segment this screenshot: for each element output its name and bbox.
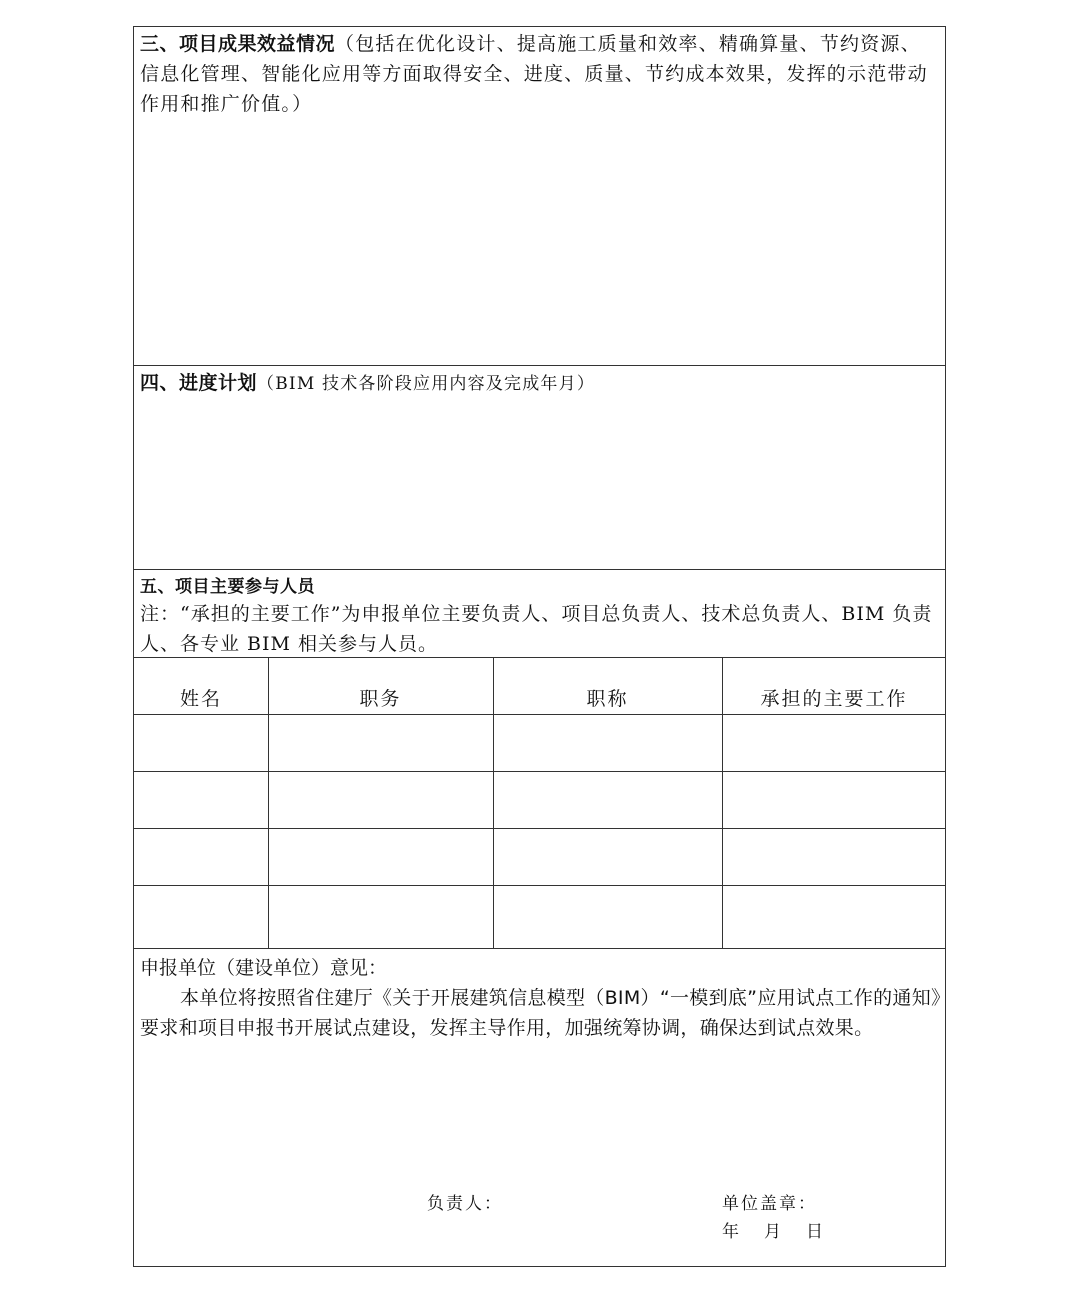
section-4-title: 四、进度计划 (140, 372, 258, 394)
table-row (134, 829, 945, 886)
column-divider (722, 658, 723, 948)
table-row (134, 715, 945, 772)
opinion-body: 本单位将按照省住建厅《关于开展建筑信息模型（BIM）“一模到底”应用试点工作的通知》要求和项目申报书开展试点建设，发挥主导作用，加强统筹协调，确保达到试点效果。 (140, 987, 941, 1039)
table-row (134, 772, 945, 829)
section-3-title: 三、项目成果效益情况 (140, 33, 336, 55)
section-project-benefits (134, 27, 945, 366)
table-header-row (134, 658, 945, 715)
section-5-note: 注：“承担的主要工作”为申报单位主要负责人、项目总负责人、技术总负责人、BIM 负责人、各专业 BIM 相关参与人员。 (140, 603, 933, 655)
section-5-title: 五、项目主要参与人员 (140, 577, 315, 597)
header-name: 姓名 (179, 688, 222, 710)
section-4-description: （BIM 技术各阶段应用内容及完成年月） (257, 374, 596, 394)
header-main-work: 承担的主要工作 (760, 688, 908, 710)
header-position: 职务 (359, 688, 402, 710)
application-form (133, 26, 946, 1267)
section-4-text (140, 368, 941, 399)
section-3-text (140, 29, 941, 119)
table-row (134, 886, 945, 949)
opinion-title: 申报单位（建设单位）意见： (140, 957, 388, 979)
section-schedule (134, 366, 945, 570)
section-3-description: （包括在优化设计、提高施工质量和效率、精确算量、节约资源、信息化管理、智能化应用等方面取得安全、进度、质量、节约成本效果，发挥的示范带动作用和推广价值。） (140, 33, 928, 115)
column-divider (268, 658, 269, 948)
applicant-opinion (134, 949, 945, 1266)
unit-seal-label: 单位盖章： (722, 1194, 817, 1214)
column-divider (493, 658, 494, 948)
participants-table (134, 658, 945, 949)
date-label: 年 月 日 (722, 1222, 827, 1242)
section-participants (134, 570, 945, 658)
header-title: 职称 (586, 688, 629, 710)
responsible-person-label: 负责人： (427, 1194, 503, 1214)
